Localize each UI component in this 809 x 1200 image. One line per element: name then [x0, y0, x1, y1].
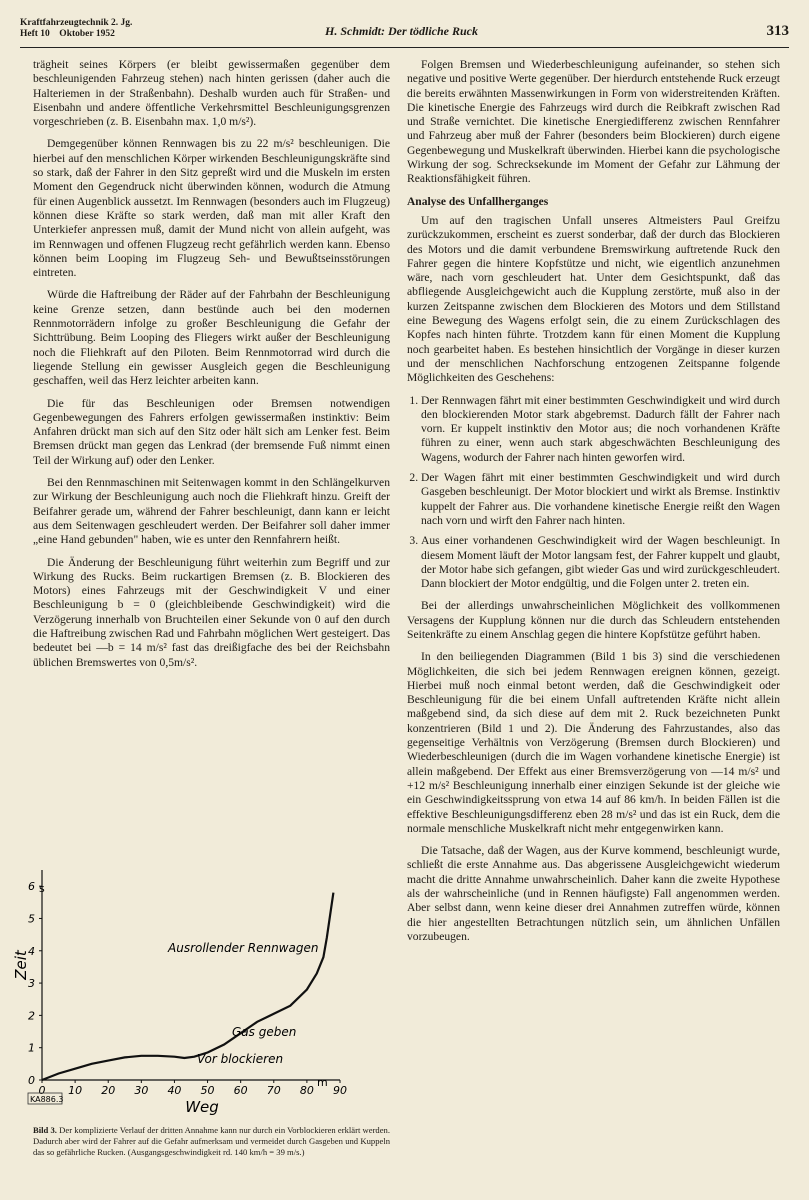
paragraph: trägheit seines Körpers (er bleibt gewissermaßen gegenüber dem beschleunigenden Fahrzeug stehen) nach hinten gerissen (daher auch die Halteriemen in der Straßenbahn). Deshalb wurden auch für Straßen- und Eisenbahn und andere öffentliche Verkehrsmittel Beschleunigungsgrenzen vorgeschrieben (z. B. Eisenbahn max. 1,0 m/s²).: [33, 58, 390, 129]
y-tick-label: 6: [28, 880, 35, 894]
x-tick-label: 90: [333, 1084, 347, 1097]
x-tick-label: 30: [134, 1084, 149, 1097]
left-column: [33, 58, 390, 678]
paragraph: Bei den Rennmaschinen mit Seitenwagen kommt in den Schlängelkurven zur Wirkung der Beschleunigung auch noch die Fliehkraft hinzu. Greift der Beifahrer gerade um, während der Fahrer beschleunigt, dann kann er leicht aus dem Seitenwagen geschleudert werden. Der Beifahrer soll daher immer „eine Hand gebunden" haben, wie es unter den Rennfahrern heißt.: [33, 476, 390, 547]
possibilities-list: [407, 394, 780, 592]
x-tick-label: 70: [266, 1084, 281, 1097]
paragraph: In den beiliegenden Diagrammen (Bild 1 bis 3) sind die verschiedenen Möglichkeiten, die sich bei jedem Rennwagen ereignen können, gezeigt. Hierbei muß noch einmal betont werden, daß die Geschwindigkeit oder Beschleunigung für die bei einem Unfall auftretenden Kräfte nicht allein maßgebend sind, da sich diese auf dem mit 2. Ruck bezeichneten Punkt konzentrieren (Bild 1 und 2). Die Änderung des Fahrzustandes, also das gegenseitige Verhältnis von Verzögerung (Bremsen durch Blockieren) und Wiederbeschleunigen (durch die im Wagen vorhandene kinetische Energie) ist allein maßgebend. Der Effekt aus einer Bremsverzögerung von —14 m/s² und +12 m/s² Beschleunigung innerhalb einer einzigen Sekunde ist der gleiche wie ein Geschwindigkeitssprung von etwa 14 auf 86 km/h. In beiden Fällen ist die effektive Beschleunigungsdifferenz eben 28 m/s² und das ist ein Ruck, dem die normale menschliche Muskelkraft nicht mehr entgegenwirken kann.: [407, 650, 780, 835]
x-tick-label: 40: [167, 1084, 182, 1097]
x-axis-label: Weg: [185, 1098, 219, 1116]
page-header: [20, 18, 789, 46]
section-heading: Analyse des Unfallherganges: [407, 195, 549, 208]
y-tick-label: 3: [28, 977, 35, 991]
paragraph: Um auf den tragischen Unfall unseres Altmeisters Paul Greifzu zurückzukommen, erscheint es zuerst sonderbar, daß der durch das Blockieren des Motors und die damit verbundene Bremswirkung auftretende Ruck den Fahrer gegen die hintere Kopfstütze und nicht, wie eigentlich anzunehmen wäre, nach vorn geschleudert hat. Unter dem Gesichtspunkt, daß das abfliegende Ausgleichgewicht auch die Kupplung zerstörte, muß also in der kurzen Zeitspanne zwischen dem Blockieren des Motors und dem Stillstand eine Bewegung des Wagens erfolgt sein, die zu einem Zurückschlagen des Kopfes nach hinten führte. Trotzdem kann für einen Moment die Kupplung noch gearbeitet haben. Es bestehen hinsichtlich der Vorgänge in dieser kurzen und der menschlichen Nachforschung entzogenen Zeitspanne folgende Möglichkeiten des Geschehens:: [407, 213, 780, 385]
x-tick-label: 50: [200, 1084, 215, 1097]
figure-caption: [33, 1125, 390, 1158]
caption-text: Der komplizierte Verlauf der dritten Annahme kann nur durch ein Vorblockieren erklärt werden. Dadurch aber wird der Fahrer auf die Gefahr aufmerksam und vermeidet durch Gasgeben und Kuppeln das so gefährliche Rucken. (Ausgangsgeschwindigkeit rd. 140 km/h = 39 m/s.): [33, 1125, 390, 1157]
x-tick-label: 20: [101, 1084, 116, 1097]
paragraph: Die Tatsache, daß der Wagen, aus der Kurve kommend, beschleunigt wurde, schließt die erste Annahme aus. Das abgerissene Ausgleichgewicht wiederum macht die dritte Annahme unwahrscheinlich. Daher kann die zweite Hypothese als der wahrscheinliche (und in Rennen häufigste) Fall angenommen werden. Aber selbst dann, wenn keine dieser drei Annahmen zutreffen würde, können die hier angestellten Betrachtungen nützlich sein, um ähnlichen Unfällen vorzubeugen.: [407, 844, 780, 943]
y-tick-label: 4: [28, 944, 35, 958]
caption-label: Bild 3.: [33, 1125, 57, 1135]
time-distance-curve: [42, 893, 333, 1080]
x-tick-label: 80: [299, 1084, 314, 1097]
list-item: 2. Der Wagen fährt mit einer bestimmten Geschwindigkeit und wird durch Gasgeben beschleunigt. Der Motor blockiert und wirkt als Bremse. Instinktiv kuppelt der Fahrer aus. Die vorhandene kinetische Energie reißt den Wagen nach vorn und wirft den Fahrer nach hinten.: [421, 471, 780, 528]
figure-3: [12, 850, 360, 1120]
paragraph: Bei der allerdings unwahrscheinlichen Möglichkeit des vollkommenen Versagens der Kupplung können nur die durch das Schleudern entstehenden Seitenkräfte zu einem Anschlag gegen die hintere Kopfstütze geführt haben.: [407, 599, 780, 641]
y-tick-label: 0: [28, 1074, 35, 1087]
figure-stamp: KA886.3: [30, 1095, 64, 1104]
journal-info: [20, 18, 132, 40]
x-axis-unit: m: [317, 1076, 328, 1089]
header-rule: [20, 47, 789, 48]
paragraph: Folgen Bremsen und Wiederbeschleunigung aufeinander, so stehen sich negative und positive Werte gegenüber. Der hierdurch entstehende Ruck erzeugt die bereits erwähnten Massenwirkungen in Form von widerstreitenden Kräften. Die kinetische Energie des Fahrzeugs wird durch die Reibkraft zwischen Rad und Straße vernichtet. Die kinetische Energiedifferenz zwischen Rennfahrer und Fahrzeug aber muß der Fahrer (besonders beim Blockieren) durch eigene Gegenbewegung und Muskelkraft überwinden. Hierbei kann die psychologische Wirkung der sog. Schrecksekunde im Moment der Gefahr zur Lähmung der Reaktionsfähigkeit führen.: [407, 58, 780, 186]
paragraph: Die für das Beschleunigen oder Bremsen notwendigen Gegenbewegungen des Fahrers erfolgen gewissermaßen instinktiv: Beim Anfahren drückt man sich auf den Sitz oder hält sich am Lenker fest. Beim Bremsen drückt man gegen das Lenkrad (der bremsende Fuß nimmt einen Teil der Wirkung auf) oder den Lenker.: [33, 396, 390, 467]
x-tick-label: 60: [233, 1084, 248, 1097]
paragraph: Demgegenüber können Rennwagen bis zu 22 m/s² beschleunigen. Die hierbei auf den menschlichen Körper wirkenden Beschleunigungskräfte sind so stark, daß der Fahrer in den Sitz gepreßt wird und die Muskeln im ersten Moment den Gegendruck nicht überwinden können, wodurch die Atmung für einen Augenblick aussetzt. Im Rennwagen (besonders auch im Flugzeug) können diese Kräfte so stark werden, daß man mit aller Kraft den Unterkiefer anpressen muß, damit der Mund nicht von allein aufgeht, was im Rennwagen und offenen Flugzeug recht gefährlich werden kann. Ebenso können beim Looping im Flugzeug Seh- und Bewußtseinsstörungen eintreten.: [33, 137, 390, 280]
y-tick-label: 2: [28, 1009, 35, 1023]
paragraph: Würde die Haftreibung der Räder auf der Fahrbahn der Beschleunigung keine Grenze setzen, dann bestünde auch bei den modernen Rennmotorrädern infolge zu großer Beschleunigung die Gefahr der Sichttrübung. Beim Looping des Fliegers wirkt außer der Beschleunigung noch die Fliehkraft auf den Piloten. Beim Rennmotorrad wird durch die liegende Stellung ein gewisser Ausgleich gegen die Beschleunigung geschaffen, weil das Herz leichter arbeiten kann.: [33, 288, 390, 388]
annotation-vor-blockieren: Vor blockieren: [197, 1052, 284, 1066]
article-running-title: H. Schmidt: Der tödliche Ruck: [325, 24, 478, 38]
y-axis-unit: s: [39, 882, 45, 895]
annotation-gas-geben: Gas geben: [232, 1025, 297, 1039]
chart-axes: [42, 870, 340, 1080]
paragraph: Die Änderung der Beschleunigung führt weiterhin zum Begriff und zur Wirkung des Rucks. Beim ruckartigen Bremsen (z. B. Blockieren des Motors) eines Fahrzeugs mit der Geschwindigkeit V und einer Beschleunigung b = 0 (gleichbleibende Geschwindigkeit) wird die Verzögerung innerhalb von Bruchteilen einer Sekunde von 0 auf den durch die Haftreibung zwischen Rad und Fahrbahn möglichen Wert gesteigert. Das bedeutet bei —b = 14 m/s² fast das dreißigfache des bei der Reichsbahn üblichen Bremswertes von 0,5m/s².: [33, 555, 390, 669]
chart-ticks: [28, 880, 347, 1097]
page-number: 313: [766, 23, 789, 39]
journal-line1: Kraftfahrzeugtechnik 2. Jg.: [20, 18, 133, 28]
journal-line2: Heft 10 Oktober 1952: [20, 29, 115, 39]
y-tick-label: 1: [28, 1041, 35, 1055]
x-tick-label: 0: [38, 1084, 46, 1097]
right-column: [407, 58, 780, 952]
y-tick-label: 5: [28, 912, 35, 926]
y-axis-label: Zeit: [12, 950, 30, 980]
list-item: 1. Der Rennwagen fährt mit einer bestimmten Geschwindigkeit und wird durch den blockierenden Motor stark abgebremst. Dadurch fällt der Fahrer nach vorn. Er kuppelt instinktiv den Motor aus; die noch vorhandenen Kräfte führen zu einer, wenn auch stark abgeschwächten Beschleunigung des Wagens, wodurch der Fahrer nach hinten geworfen wird.: [421, 394, 780, 465]
time-distance-chart: [12, 850, 360, 1120]
annotation-ausrollender-rennwagen: Ausrollender Rennwagen: [168, 941, 319, 955]
x-tick-label: 10: [68, 1084, 83, 1097]
list-item: 3. Aus einer vorhandenen Geschwindigkeit wird der Wagen beschleunigt. In diesem Moment läuft der Motor langsam fest, der Fahrer kuppelt und glaubt, der Motor habe sich gefangen, gibt wieder Gas und wird zurückgeschleudert. Dann blockiert der Motor endgültig, und die Folgen unter 2. treten ein.: [421, 534, 780, 591]
